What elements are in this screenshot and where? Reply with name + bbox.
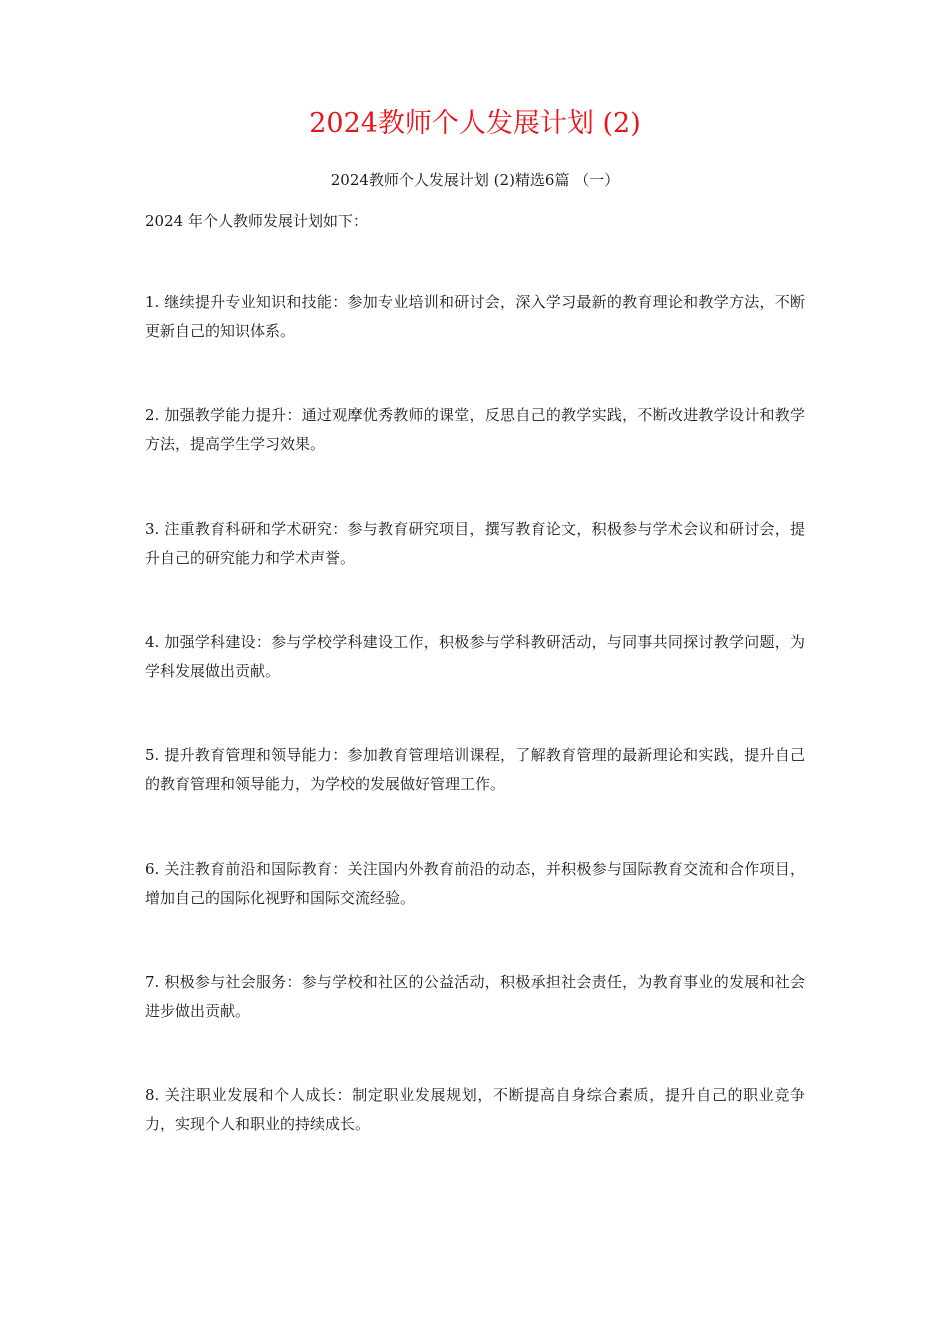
plan-item-4: 4. 加强学科建设：参与学校学科建设工作，积极参与学科教研活动，与同事共同探讨教学问题，为学科发展做出贡献。 xyxy=(145,633,805,680)
intro-paragraph: 2024 年个人教师发展计划如下： xyxy=(145,212,368,230)
plan-item-7: 7. 积极参与社会服务：参与学校和社区的公益活动，积极承担社会责任，为教育事业的发展和社会进步做出贡献。 xyxy=(145,973,805,1020)
plan-item-2: 2. 加强教学能力提升：通过观摩优秀教师的课堂，反思自己的教学实践，不断改进教学设计和教学方法，提高学生学习效果。 xyxy=(145,406,805,453)
document-subtitle: 2024教师个人发展计划 (2)精选6篇 （一） xyxy=(330,171,620,189)
document-title: 2024教师个人发展计划 (2) xyxy=(309,108,641,139)
plan-item-8: 8. 关注职业发展和个人成长：制定职业发展规划，不断提高自身综合素质，提升自己的职业竞争力，实现个人和职业的持续成长。 xyxy=(145,1086,805,1133)
plan-item-5: 5. 提升教育管理和领导能力：参加教育管理培训课程，了解教育管理的最新理论和实践，提升自己的教育管理和领导能力，为学校的发展做好管理工作。 xyxy=(145,746,805,793)
plan-item-1: 1. 继续提升专业知识和技能：参加专业培训和研讨会，深入学习最新的教育理论和教学方法，不断更新自己的知识体系。 xyxy=(145,293,805,340)
plan-item-3: 3. 注重教育科研和学术研究：参与教育研究项目，撰写教育论文，积极参与学术会议和研讨会，提升自己的研究能力和学术声誉。 xyxy=(145,520,805,567)
plan-item-6: 6. 关注教育前沿和国际教育：关注国内外教育前沿的动态，并积极参与国际教育交流和合作项目，增加自己的国际化视野和国际交流经验。 xyxy=(145,860,805,907)
